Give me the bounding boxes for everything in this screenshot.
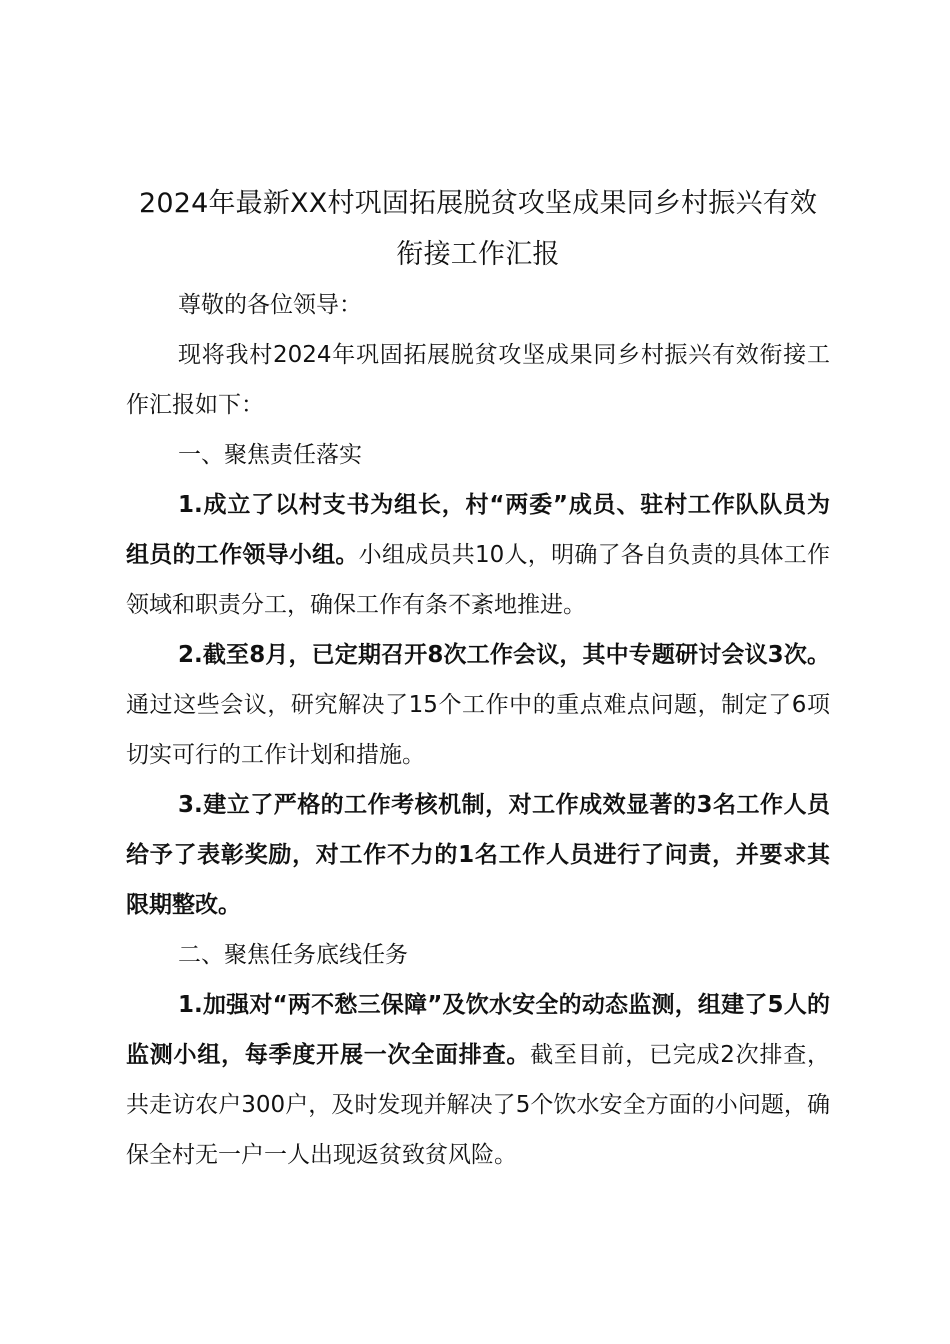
document-title: 2024年最新XX村巩固拓展脱贫攻坚成果同乡村振兴有效衔接工作汇报 — [138, 188, 818, 270]
paragraph-body-text: 小组成员共10人，明确了各自负责的具体工作领域和职责分工，确保工作有条不紊地推进。 — [126, 542, 830, 618]
section-heading-bottom-line: 二、聚焦任务底线任务 — [178, 942, 408, 968]
paragraph-lead-text: 3.建立了严格的工作考核机制，对工作成效显著的3名工作人员给予了表彰奖励，对工作不力的1名工作人员进行了问责，并要求其限期整改。 — [126, 792, 830, 918]
paragraph-monitoring — [126, 980, 830, 1180]
intro-paragraph: 现将我村2024年巩固拓展脱贫攻坚成果同乡村振兴有效衔接工作汇报如下： — [126, 342, 830, 418]
paragraph-lead-text: 2.截至8月，已定期召开8次工作会议，其中专题研讨会议3次。 — [178, 642, 830, 668]
paragraph-lead-text: 1.加强对“两不愁三保障”及饮水安全的动态监测，组建了5人的监测小组，每季度开展一次全面排查。 — [126, 992, 830, 1068]
salutation: 尊敬的各位领导： — [178, 292, 362, 318]
paragraph-lead-text: 1.成立了以村支书为组长，村“两委”成员、驻村工作队队员为组员的工作领导小组。 — [126, 492, 830, 568]
paragraph-body-text: 通过这些会议，研究解决了15个工作中的重点难点问题，制定了6项切实可行的工作计划和措施。 — [126, 692, 830, 768]
paragraph-leadership-group — [126, 480, 830, 630]
document-body — [126, 178, 830, 1180]
paragraph-body-text: 截至目前，已完成2次排查，共走访农户300户，及时发现并解决了5个饮水安全方面的小问题，确保全村无一户一人出现返贫致贫风险。 — [126, 1042, 830, 1168]
section-heading-responsibility: 一、聚焦责任落实 — [178, 442, 362, 468]
paragraph-assessment — [126, 780, 830, 930]
paragraph-meetings — [126, 630, 830, 780]
